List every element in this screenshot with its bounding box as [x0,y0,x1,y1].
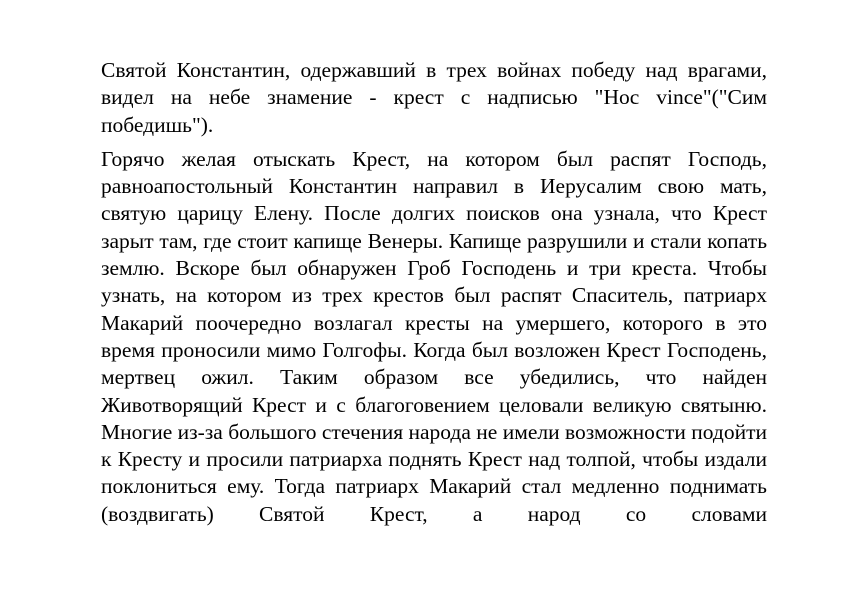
document-text [101,57,767,528]
paragraph-2: Горячо желая отыскать Крест, на котором был распят Господь, равноапостольный Константин направил в Иерусалим свою мать, святую царицу Елену. После долгих поисков она узнала, что Крест зарыт там, где стоит капище Венеры. Капище разрушили и стали копать землю. Вскоре был обнаружен Гроб Господень и три креста. Чтобы узнать, на котором из трех крестов был распят Спаситель, патриарх Макарий поочередно возлагал кресты на умершего, которого в это время проносили мимо Голгофы. Когда был возложен Крест Господень, мертвец ожил. Таким образом все убедились, что найден Животворящий Крест и с благоговением целовали великую святыню. Многие из-за большого стечения народа не имели возможности подойти к Кресту и просили патриарха поднять Крест над толпой, чтобы издали поклониться ему. Тогда патриарх Макарий стал медленно поднимать (воздвигать) Святой Крест, а народ со словами [101,146,767,526]
paragraph-1: Святой Константин, одержавший в трех войнах победу над врагами, видел на небе знамение - крест с надписью "Hoc vince"("Сим победишь"). [101,58,767,137]
